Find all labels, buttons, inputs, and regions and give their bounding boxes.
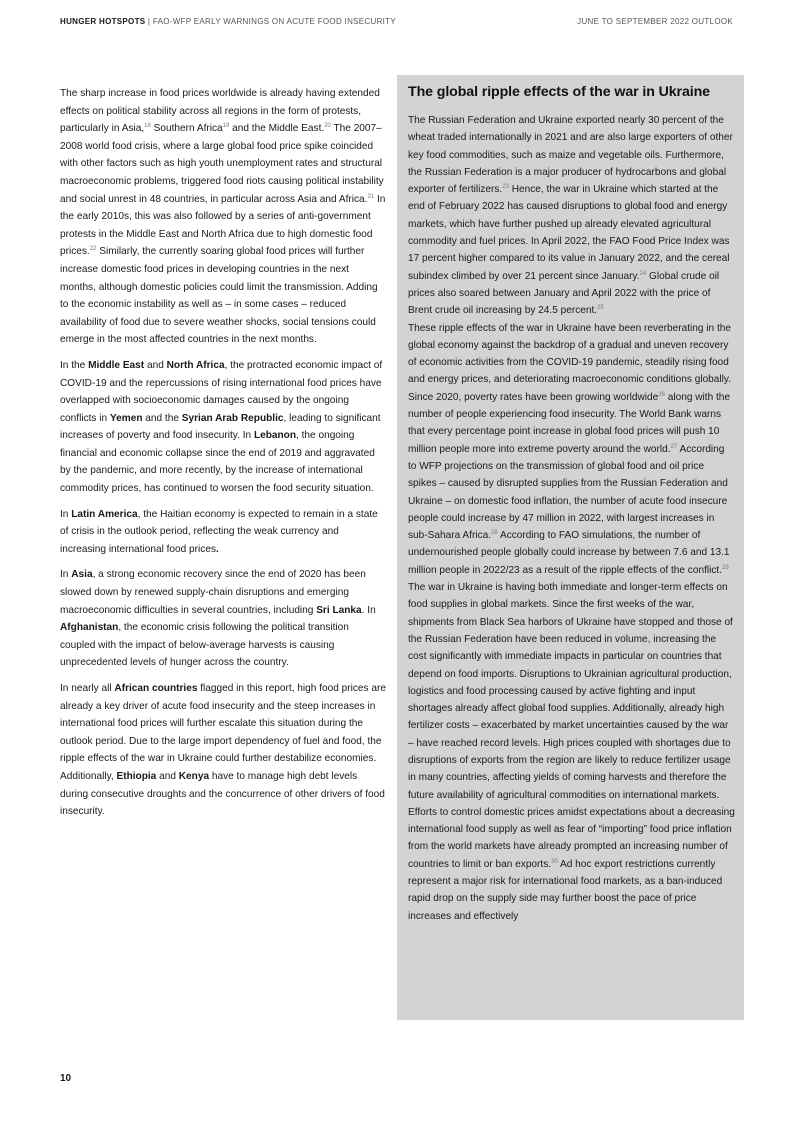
footnote-ref[interactable]: 18	[144, 123, 151, 130]
report-name: HUNGER HOTSPOTS	[60, 17, 146, 26]
paragraph-latin-america: In Latin America, the Haitian economy is expected to remain in a state of crisis in the outlook period, reflecting the weak currency and increasing international food prices.	[60, 508, 378, 555]
box-title: The global ripple effects of the war in Ukraine	[408, 84, 710, 100]
footnote-ref[interactable]: 22	[89, 246, 97, 253]
footnote-ref[interactable]: 30	[551, 858, 558, 865]
paragraph-middle-east: In the Middle East and North Africa, the protracted economic impact of COVID-19 and the repercussions of rising international food prices have overlapped with socioeconomic damages caused by the ongoing conflicts in Yemen and the Syrian Arab Republic, leading to significant increases of poverty and food insecurity. In Lebanon, the ongoing financial and economic collapse since the end of 2019 and aggravated by the pandemic, and more recently, by the increase of international commodity prices, has continued to worsen the food security situation.	[60, 359, 383, 495]
report-subtitle: | FAO-WFP EARLY WARNINGS ON ACUTE FOOD INSECURITY	[145, 17, 396, 26]
running-title	[60, 17, 396, 26]
footnote-ref[interactable]: 21	[367, 193, 375, 200]
footnote-ref[interactable]: 29	[722, 564, 729, 571]
page-header	[60, 17, 733, 31]
outlook-period: JUNE TO SEPTEMBER 2022 OUTLOOK	[577, 17, 733, 26]
footnote-ref[interactable]: 25	[597, 305, 604, 312]
box-paragraph-export-bans: Efforts to control domestic prices amidst expectations about a decreasing international food supply as well as fear of “importing” food price inflation from the world markets have already prompted an increasing number of countries to limit or ban exports.$^{30}$ Ad hoc export restrictions currently represent a major risk for international food markets, as a ban-induced rapid drop on the supply side may further boost the pace of price increases and effectively	[408, 806, 735, 922]
box-paragraph-food-supplies: The war in Ukraine is having both immediate and longer-term effects on food supplies in global markets. Since the first weeks of the war, shipments from Black Sea harbors of Ukraine have stopped and those of the Russian Federation have been reduced in volume, increasing the cost significantly with immediate impacts in particular on countries that depend on food imports. Disruptions to Ukrainian agricultural production, logistics and food processing caused by active fighting and input shortages already affect global food supplies. Additionally, already high fertilizer costs – exacerbated by market uncertainties caused by the war – have reached record levels. High prices coupled with shortages due to disruptions of exports from the region are likely to reduce fertilizer usage in many countries, affecting yields of coming harvests and therefore the future availability of agricultural commodities on international markets.	[408, 582, 733, 801]
paragraph-political-stability: The sharp increase in food prices worldwide is already having extended effects on political stability across all regions in the form of protests, particularly in Asia,$^{18}$ Southern Africa$^{19}$ and the Middle East.$^{20}$ The 2007–2008 world food crisis, where a large global food price spike coincided with other factors such as high youth unemployment rates and structural macroeconomic problems, triggered food riots causing political instability and social unrest in 48 countries, in particular across Asia and Africa.$^{21}$ In the early 2010s, this was also followed by a series of anti-government protests in the Middle East and North Africa due to high domestic food prices.$^{22}$ Similarly, the currently soaring global food prices will further increase domestic food prices in developing countries in the next months, although domestic policies could limit the transmission. Adding to the economic instability as well as – in some cases – reduced availability of food due to severe weather shocks, social tensions could emerge in the most affected countries in the next months.	[60, 88, 386, 346]
paragraph-asia: In Asia, a strong economic recovery since the end of 2020 has been slowed down by renewed supply-chain disruptions and emerging macroeconomic difficulties in several countries, including Sri Lanka. In Afghanistan, the economic crisis following the political transition coupled with the impact of below-average harvests is causing unprecedented levels of hunger across the country.	[60, 569, 376, 669]
paragraph-africa: In nearly all African countries flagged in this report, high food prices are already a key driver of acute food insecurity and the steep increases in international food prices will further escalate this situation during the outlook period. Due to the large import dependency of fuel and food, the ripple effects of the war in Ukraine could further destabilize economies. Additionally, Ethiopia and Kenya have to manage high debt levels during consecutive droughts and the concurrence of other drivers of food insecurity.	[60, 683, 386, 818]
footnote-ref[interactable]: 19	[222, 123, 230, 130]
sidebar-box-ukraine	[397, 75, 744, 1020]
footnote-ref[interactable]: 26	[658, 391, 665, 398]
box-paragraph-ripple: These ripple effects of the war in Ukraine have been reverberating in the global economy against the backdrop of a gradual and uneven recovery of economic activities from the COVID-19 pandemic, steadily rising food and energy prices, and deteriorating macroeconomic conditions globally. Since 2020, poverty rates have been growing worldwide$^{26}$ along with the number of people experiencing food insecurity. The World Bank warns that every percentage point increase in global food prices will push 10 million people more into extreme poverty around the world.$^{27}$ According to WFP projections on the transmission of global food and oil price spikes – caused by disrupted supplies from the Russian Federation and Ukraine – on domestic food inflation, the number of acute food insecure people could increase by 47 million in 2022, with largest increases in sub-Sahara Africa.$^{28}$ According to FAO simulations, the number of undernourished people globally could increase by between 7.6 and 13.1 million people in 2022/23 as a result of the ripple effects of the conflict.$^{29}$	[408, 322, 731, 576]
footnote-ref[interactable]: 23	[502, 184, 509, 191]
box-paragraph-exports: The Russian Federation and Ukraine exported nearly 30 percent of the wheat traded internationally in 2021 and are also large exporters of other key food commodities, such as maize and vegetable oils. Furthermore, the Russian Federation is a major producer of hydrocarbons and global exporter of fertilizers.$^{23}$ Hence, the war in Ukraine which started at the end of February 2022 has caused disruptions to global food and energy markets, which have further pushed up already elevated agricultural commodity and fuel prices. In April 2022, the FAO Food Price Index was 17 percent higher compared to its value in January 2022, and the cereal subindex climbed by over 21 percent since January.$^{24}$ Global crude oil prices also soared between January and April 2022 with the price of Brent crude oil increasing by 24.5 percent.$^{25}$	[408, 115, 733, 317]
footnote-ref[interactable]: 27	[670, 443, 678, 450]
box-body	[408, 112, 735, 925]
main-column	[60, 85, 386, 829]
footnote-ref[interactable]: 24	[639, 270, 647, 277]
footnote-ref[interactable]: 20	[324, 123, 331, 130]
footnote-ref[interactable]: 28	[491, 530, 498, 537]
page-number: 10	[60, 1073, 72, 1084]
